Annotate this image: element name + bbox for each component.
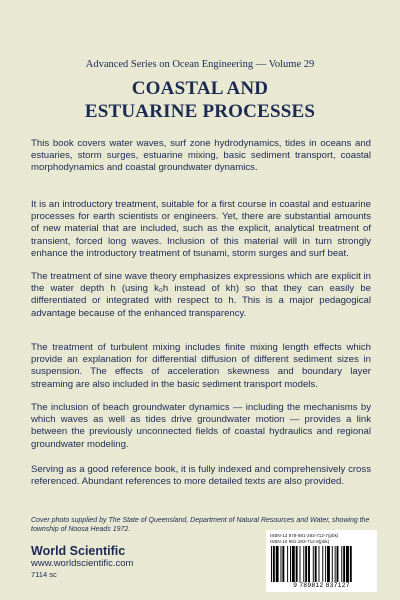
barcode-bar bbox=[273, 546, 275, 582]
barcode-bar bbox=[335, 546, 336, 582]
barcode-bar bbox=[290, 546, 291, 582]
publisher-url[interactable]: www.worldscientific.com bbox=[31, 558, 134, 569]
barcode-bar bbox=[325, 546, 326, 582]
barcode-bar bbox=[305, 546, 307, 582]
barcode-bar bbox=[300, 546, 301, 582]
photo-credit: Cover photo supplied by The State of Queensland, Department of Natural Resources and Water, showing the township of Noosa Heads 1972. bbox=[31, 517, 370, 533]
barcode-bar bbox=[292, 546, 295, 582]
barcode-bar bbox=[287, 546, 288, 582]
barcode-bar bbox=[271, 546, 272, 582]
isbn-10-label: ISBN-10 981-283-712-8(pbk) bbox=[270, 539, 330, 544]
barcode-bar bbox=[341, 546, 342, 582]
barcode-bar bbox=[332, 546, 333, 582]
publisher-name: World Scientific bbox=[31, 544, 126, 558]
barcode-bar bbox=[350, 546, 352, 582]
barcode-bar bbox=[319, 546, 320, 582]
barcode-bar bbox=[313, 546, 314, 582]
barcode-bar bbox=[282, 546, 284, 582]
book-title-line-2: ESTUARINE PROCESSES bbox=[84, 101, 316, 122]
barcode-bar bbox=[337, 546, 339, 582]
barcode-digits: 9 789812 837127 bbox=[293, 582, 350, 589]
barcode-bar bbox=[303, 546, 304, 582]
barcode-bar bbox=[315, 546, 317, 582]
description-paragraph: The treatment of sine wave theory emphasizes expressions which are explicit in the water depth h (using k₀h instead of kh) so that they can easily be differentiated or integrated with respect to h. This is a major pedagogical advantage because of the enhanced transparency. bbox=[31, 271, 371, 319]
book-title-line-1: COASTAL AND bbox=[131, 78, 269, 99]
barcode-bar bbox=[296, 546, 298, 582]
barcode-bars bbox=[270, 546, 373, 582]
isbn-barcode bbox=[266, 530, 377, 592]
description-paragraph: This book covers water waves, surf zone hydrodynamics, tides in oceans and estuaries, storm surges, estuarine mixing, basic sediment transport, coastal morphodynamics and coastal groundwater dynamics. bbox=[31, 138, 371, 174]
description-paragraph: It is an introductory treatment, suitable for a first course in coastal and estuarine processes for earth scientists or engineers. Yet, there are substantial amounts of new material that are included, such as the explicit, analytical treatment of transient, forced long waves. Inclusion of this material will in turn strongly enhance the introductory treatment of tsunami, storm surges and surf beat. bbox=[31, 199, 371, 259]
barcode-bar bbox=[276, 546, 279, 582]
barcode-bar bbox=[322, 546, 323, 582]
barcode-bar bbox=[346, 546, 349, 582]
catalog-code: 7114 sc bbox=[31, 570, 57, 579]
barcode-bar bbox=[281, 546, 282, 582]
series-title: Advanced Series on Ocean Engineering — Volume 29 bbox=[85, 59, 315, 70]
description-paragraph: The inclusion of beach groundwater dynamics — including the mechanisms by which waves as well as tides drive groundwater motion — provides a link between the previously unconnected fields of coastal hydraulics and regional groundwater modeling. bbox=[31, 402, 371, 450]
description-paragraph: The treatment of turbulent mixing includes finite mixing length effects which provide an explanation for differential diffusion of different sediment sizes in suspension. The effects of acceleration skewness and boundary layer streaming are also included in the basic sediment transport models. bbox=[31, 342, 371, 390]
barcode-bar bbox=[327, 546, 330, 582]
isbn-13-label: ISBN-13 978-981-283-712-7(pbk) bbox=[270, 533, 339, 538]
barcode-bar bbox=[343, 546, 345, 582]
barcode-bar bbox=[308, 546, 310, 582]
description-paragraph: Serving as a good reference book, it is fully indexed and comprehensively cross referenced. Abundant references to more detailed texts are also provided. bbox=[31, 464, 371, 488]
